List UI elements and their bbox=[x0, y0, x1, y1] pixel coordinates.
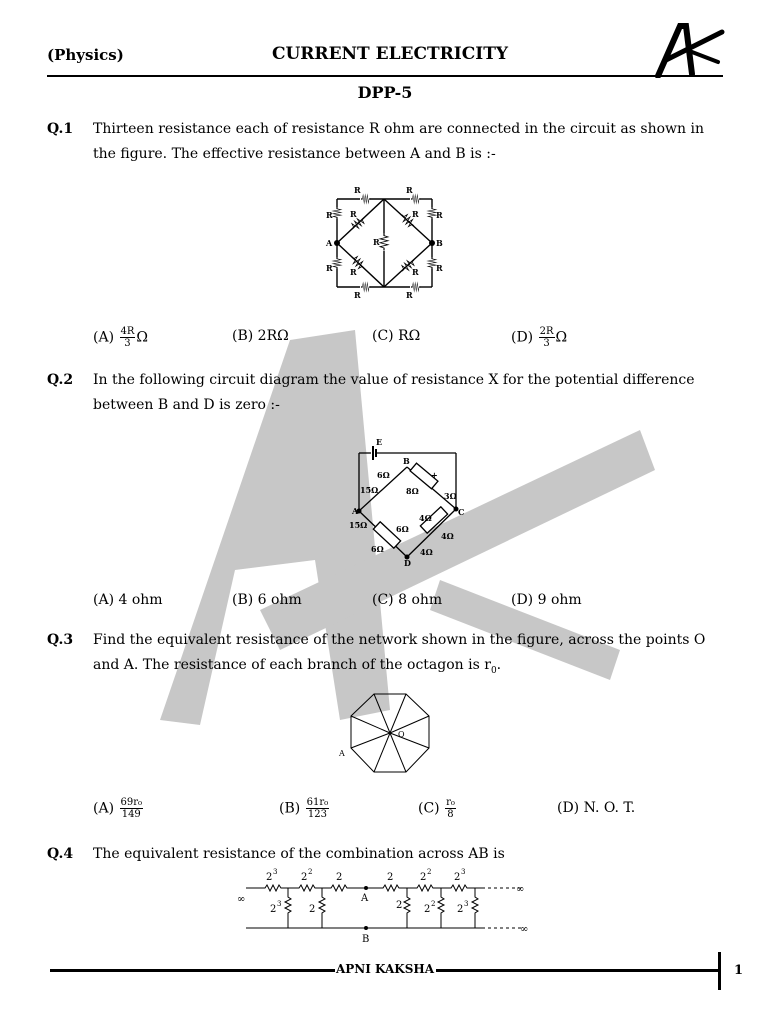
svg-text:∞: ∞ bbox=[516, 884, 525, 895]
svg-text:B: B bbox=[362, 934, 370, 944]
svg-text:3: 3 bbox=[461, 868, 466, 876]
q2-circuit-figure bbox=[340, 435, 470, 570]
svg-text:∞: ∞ bbox=[237, 894, 246, 905]
svg-text:R: R bbox=[436, 263, 443, 273]
q1-text: Thirteen resistance each of resistance R ohm are connected in the circuit as shown in the figure. The effective resistance between A and B is :- bbox=[93, 121, 704, 162]
q3-option-c[interactable]: (C) $\frac{\text{r₀}}{8}$ bbox=[418, 797, 455, 820]
svg-text:3: 3 bbox=[464, 900, 469, 908]
svg-text:R: R bbox=[326, 210, 333, 220]
svg-text:D: D bbox=[404, 558, 411, 568]
svg-text:A: A bbox=[352, 506, 359, 516]
svg-text:3: 3 bbox=[273, 868, 278, 876]
svg-text:R: R bbox=[350, 209, 357, 219]
sheet-label: DPP-5 bbox=[357, 83, 413, 102]
svg-text:6Ω: 6Ω bbox=[377, 470, 390, 480]
svg-text:R: R bbox=[373, 237, 380, 247]
svg-text:R: R bbox=[354, 185, 361, 195]
logo-icon bbox=[652, 22, 726, 78]
q3-number: Q.3 bbox=[47, 632, 74, 648]
svg-text:R: R bbox=[350, 267, 357, 277]
q4-number: Q.4 bbox=[47, 846, 74, 862]
svg-text:R: R bbox=[354, 290, 361, 300]
svg-text:2: 2 bbox=[336, 872, 343, 883]
q3-option-a[interactable]: (A) $\frac{\text{69r₀}}{149}$ bbox=[93, 797, 143, 820]
svg-text:R: R bbox=[406, 185, 413, 195]
svg-text:A: A bbox=[361, 893, 369, 904]
svg-text:B: B bbox=[436, 238, 443, 248]
header-rule bbox=[47, 75, 723, 77]
q2-number: Q.2 bbox=[47, 372, 74, 388]
q1-option-c[interactable]: (C) RΩ bbox=[372, 328, 421, 344]
svg-text:2: 2 bbox=[266, 872, 273, 883]
svg-text:3: 3 bbox=[277, 900, 282, 908]
q3-text: Find the equivalent resistance of the network shown in the figure, across the points O and A. The resistance of each branch of the octagon is $r_0$. bbox=[93, 632, 706, 676]
svg-text:R: R bbox=[436, 210, 443, 220]
q1-circuit-figure bbox=[320, 185, 450, 300]
svg-text:8Ω: 8Ω bbox=[406, 486, 419, 496]
q4-text: The equivalent resistance of the combination across AB is bbox=[93, 846, 505, 862]
svg-text:2: 2 bbox=[427, 868, 432, 876]
svg-text:2: 2 bbox=[308, 868, 313, 876]
q3-option-b[interactable]: (B) $\frac{\text{61r₀}}{123}$ bbox=[279, 797, 329, 820]
q3-option-d[interactable]: (D) N. O. T. bbox=[557, 800, 636, 816]
svg-text:2: 2 bbox=[431, 900, 436, 908]
q3-octagon-figure bbox=[334, 690, 444, 780]
footer-brand: APNI KAKSHA bbox=[335, 962, 435, 976]
svg-text:6Ω: 6Ω bbox=[396, 524, 409, 534]
svg-text:4Ω: 4Ω bbox=[441, 531, 454, 541]
svg-text:O: O bbox=[398, 730, 405, 739]
footer-bar bbox=[718, 952, 721, 990]
page-title: CURRENT ELECTRICITY bbox=[271, 44, 509, 64]
q4-ladder-figure bbox=[232, 864, 532, 944]
q2-text: In the following circuit diagram the value of resistance X for the potential difference between B and D is zero :- bbox=[93, 372, 695, 413]
q1-number: Q.1 bbox=[47, 121, 74, 137]
svg-text:15Ω: 15Ω bbox=[349, 520, 368, 530]
q2-option-c[interactable]: (C) 8 ohm bbox=[372, 592, 443, 608]
svg-text:E: E bbox=[376, 437, 383, 447]
q1-option-b[interactable]: (B) 2RΩ bbox=[232, 328, 289, 344]
subject-label: (Physics) bbox=[47, 46, 124, 64]
svg-text:R: R bbox=[412, 209, 419, 219]
svg-text:2: 2 bbox=[396, 900, 403, 911]
svg-text:+: + bbox=[431, 470, 438, 480]
q2-option-a[interactable]: (A) 4 ohm bbox=[93, 592, 163, 608]
svg-text:2: 2 bbox=[420, 872, 427, 883]
svg-text:∞: ∞ bbox=[520, 924, 529, 935]
svg-text:A: A bbox=[339, 749, 345, 758]
svg-text:R: R bbox=[406, 290, 413, 300]
svg-text:B: B bbox=[403, 456, 410, 466]
q1-option-a[interactable]: (A) $\frac{4R}{3}$ Ω bbox=[93, 326, 149, 349]
svg-text:15Ω: 15Ω bbox=[360, 485, 379, 495]
svg-text:2: 2 bbox=[309, 904, 316, 915]
svg-text:2: 2 bbox=[301, 872, 308, 883]
svg-text:2: 2 bbox=[457, 904, 464, 915]
footer-rule-left bbox=[50, 969, 335, 972]
svg-text:R: R bbox=[412, 267, 419, 277]
svg-text:R: R bbox=[326, 263, 333, 273]
svg-text:2: 2 bbox=[454, 872, 461, 883]
svg-text:2: 2 bbox=[387, 872, 394, 883]
svg-text:6Ω: 6Ω bbox=[371, 544, 384, 554]
svg-text:3Ω: 3Ω bbox=[444, 491, 457, 501]
svg-text:4Ω: 4Ω bbox=[420, 547, 433, 557]
svg-text:2: 2 bbox=[270, 904, 277, 915]
q1-option-d[interactable]: (D) $\frac{2R}{3}$ Ω bbox=[511, 326, 568, 349]
footer-rule-right bbox=[436, 969, 720, 972]
page-number: 1 bbox=[734, 963, 744, 978]
svg-text:2: 2 bbox=[424, 904, 431, 915]
q2-option-d[interactable]: (D) 9 ohm bbox=[511, 592, 582, 608]
q2-option-b[interactable]: (B) 6 ohm bbox=[232, 592, 302, 608]
svg-text:4Ω: 4Ω bbox=[419, 513, 432, 523]
svg-text:C: C bbox=[458, 507, 465, 517]
svg-text:A: A bbox=[326, 238, 333, 248]
